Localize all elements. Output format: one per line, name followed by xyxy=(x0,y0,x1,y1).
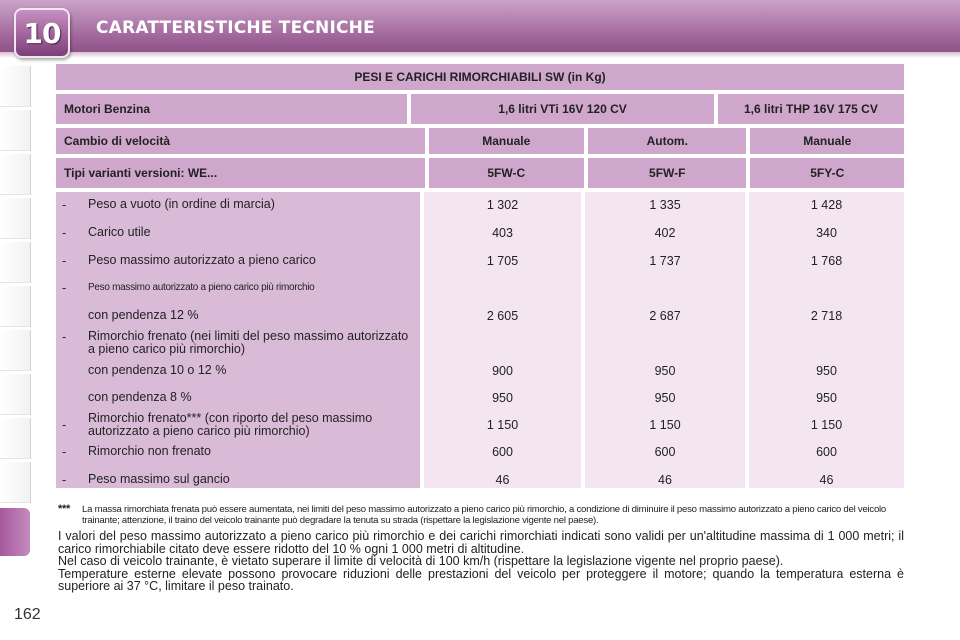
weights-table xyxy=(56,64,904,488)
table-cell: 2 605 xyxy=(486,309,519,323)
gearbox-value: Manuale xyxy=(750,128,904,154)
table-cell: 1 150 xyxy=(486,418,519,432)
table-cell: 2 718 xyxy=(810,309,843,323)
table-footnote xyxy=(58,504,906,526)
row-dash: - xyxy=(62,226,67,240)
side-tab[interactable] xyxy=(0,462,31,503)
row-label-text: Peso massimo autorizzato a pieno carico più rimorchio xyxy=(88,282,315,293)
gearbox-value: Autom. xyxy=(588,128,746,154)
variant-row-label: Tipi varianti versioni: WE... xyxy=(56,158,425,188)
footnote-text: La massa rimorchiata frenata può essere aumentata, nei limiti del peso massimo autorizzato a pieno carico più rimorchio, a condizione di diminuire il peso massimo autorizzato a pieno carico del veicolo trainante; attenzione, il traino del veicolo trainante può degradare la tenuta su strada (rispettare la legislazione vigente nel paese). xyxy=(82,504,887,526)
row-dash: - xyxy=(62,330,67,344)
row-dash: - xyxy=(62,254,67,268)
table-cell: 950 xyxy=(654,364,676,378)
gearbox-row-label: Cambio di velocità xyxy=(56,128,425,154)
table-cell: 600 xyxy=(654,445,676,459)
gearbox-value: Manuale xyxy=(429,128,585,154)
table-cell: 1 150 xyxy=(810,418,843,432)
engine-a-header: 1,6 litri VTi 16V 120 CV xyxy=(411,94,714,124)
page-number: 162 xyxy=(14,606,41,623)
side-tab-active[interactable] xyxy=(0,508,30,556)
row-dash: - xyxy=(62,418,67,432)
row-label-text: Rimorchio non frenato xyxy=(88,444,211,458)
side-tab[interactable] xyxy=(0,242,31,283)
row-label-text: Peso massimo sul gancio xyxy=(88,472,230,486)
table-cell: 950 xyxy=(492,391,513,405)
row-label-text: con pendenza 8 % xyxy=(88,390,192,404)
gearbox-row xyxy=(56,128,904,154)
variant-row xyxy=(56,158,904,188)
value-column-5fy-c xyxy=(749,192,904,488)
side-tab[interactable] xyxy=(0,418,31,459)
table-cell: 950 xyxy=(816,364,837,378)
row-label-text: Rimorchio frenato*** (con riporto del peso massimo autorizzato a pieno carico più rimorchio) xyxy=(88,411,373,438)
table-title: PESI E CARICHI RIMORCHIABILI SW (in Kg) xyxy=(56,64,904,90)
header-shade xyxy=(0,52,960,58)
engine-row xyxy=(56,94,904,124)
table-cell: 403 xyxy=(492,226,513,240)
notes-text xyxy=(58,530,904,593)
table-cell: 340 xyxy=(816,226,837,240)
side-tab[interactable] xyxy=(0,110,31,151)
table-cell: 600 xyxy=(492,445,513,459)
table-cell: 1 737 xyxy=(649,254,681,268)
row-dash: - xyxy=(62,281,67,295)
row-label-text: con pendenza 12 % xyxy=(88,308,199,322)
note-paragraph: Nel caso di veicolo trainante, è vietato superare il limite di velocità di 100 km/h (rispettare la legislazione vigente nel proprio paese). xyxy=(58,554,784,569)
table-cell: 1 768 xyxy=(810,254,843,268)
table-cell: 950 xyxy=(654,391,676,405)
chapter-number-badge: 10 xyxy=(14,8,70,58)
side-tab[interactable] xyxy=(0,198,31,239)
table-cell: 1 150 xyxy=(649,418,681,432)
value-column-5fw-c xyxy=(424,192,581,488)
footnote-marker: *** xyxy=(58,503,71,515)
chapter-side-tabs xyxy=(0,66,34,566)
table-cell: 402 xyxy=(654,226,676,240)
row-label-text: Rimorchio frenato (nei limiti del peso massimo autorizzato a pieno carico più rimorchio) xyxy=(88,329,409,356)
variant-value: 5FY-C xyxy=(750,158,904,188)
side-tab[interactable] xyxy=(0,374,31,415)
table-cell: 46 xyxy=(658,473,672,487)
table-cell: 46 xyxy=(819,473,834,487)
variant-value: 5FW-C xyxy=(429,158,585,188)
side-tab[interactable] xyxy=(0,286,31,327)
table-cell: 1 705 xyxy=(486,254,519,268)
table-cell: 950 xyxy=(816,391,837,405)
engine-b-header: 1,6 litri THP 16V 175 CV xyxy=(718,94,904,124)
side-tab[interactable] xyxy=(0,154,31,195)
note-paragraph: I valori del peso massimo autorizzato a pieno carico più rimorchio e dei carichi rimorchiati indicati sono validi per un'altitudine massima di 1 000 metri; il carico rimorchiabile citato deve essere ridotto del 10 % ogni 1 000 metri di altitudine. xyxy=(58,529,904,556)
page-title: CARATTERISTICHE TECNICHE xyxy=(96,18,375,38)
engine-row-label: Motori Benzina xyxy=(56,94,407,124)
table-cell: 600 xyxy=(816,445,837,459)
table-cell: 1 302 xyxy=(486,198,519,212)
row-label-text: con pendenza 10 o 12 % xyxy=(88,363,227,377)
label-column xyxy=(56,192,420,488)
table-cell: 1 428 xyxy=(810,198,843,212)
row-dash: - xyxy=(62,445,67,459)
row-label-text: Peso a vuoto (in ordine di marcia) xyxy=(88,197,275,211)
value-column-5fw-f xyxy=(585,192,745,488)
note-paragraph: Temperature esterne elevate possono provocare riduzioni delle prestazioni del veicolo per proteggere il motore; quando la temperatura esterna è superiore ai 37 °C, limitare il peso trainato. xyxy=(58,566,904,594)
side-tab[interactable] xyxy=(0,66,31,107)
table-cell: 46 xyxy=(495,473,510,487)
table-body xyxy=(56,192,904,488)
side-tab[interactable] xyxy=(0,330,31,371)
row-label-text: Peso massimo autorizzato a pieno carico xyxy=(88,253,316,267)
table-cell: 2 687 xyxy=(649,309,681,323)
table-cell: 900 xyxy=(492,364,513,378)
table-cell: 1 335 xyxy=(649,198,681,212)
row-dash: - xyxy=(62,473,67,487)
row-dash: - xyxy=(62,198,67,212)
variant-value: 5FW-F xyxy=(588,158,746,188)
row-label-text: Carico utile xyxy=(88,225,151,239)
